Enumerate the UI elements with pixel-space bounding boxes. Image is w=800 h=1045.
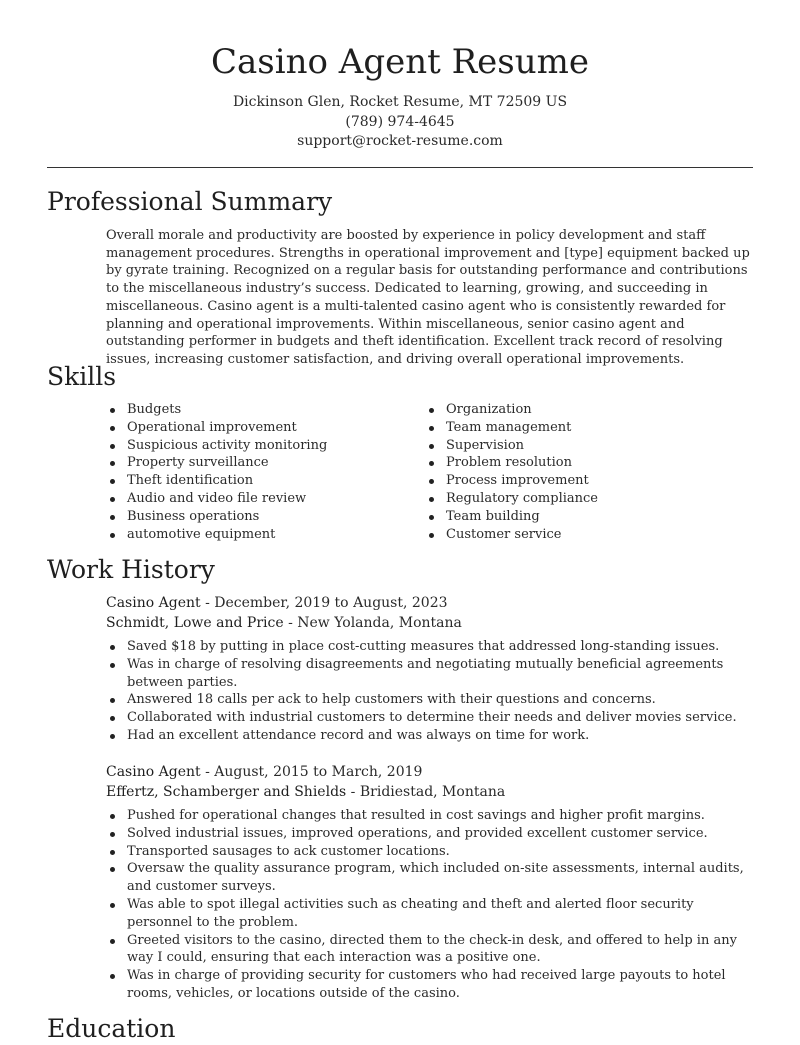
duty-item: Was in charge of providing security for customers who had received large payouts to hotel rooms, vehicles, or locations outside of the casino.	[106, 967, 756, 1003]
job-duties	[106, 807, 756, 1003]
job-location: Bridiestad, Montana	[359, 783, 506, 800]
skill-item: Process improvement	[425, 472, 744, 490]
skill-item: Theft identification	[106, 472, 425, 490]
job-company-line	[106, 614, 756, 634]
skill-item: Problem resolution	[425, 454, 744, 472]
contact-info	[0, 93, 800, 152]
duty-item: Transported sausages to ack customer locations.	[106, 843, 756, 861]
skills-list	[106, 401, 766, 543]
job-separator: -	[346, 783, 360, 800]
job-title-line	[106, 594, 756, 614]
job-duties	[106, 638, 756, 745]
job-company-line	[106, 783, 756, 803]
skills-heading: Skills	[47, 362, 117, 391]
resume-title: Casino Agent Resume	[210, 42, 590, 82]
job-separator: -	[283, 614, 298, 631]
skill-item: Team management	[425, 419, 744, 437]
job-title-line	[106, 763, 756, 783]
job-location: New Yolanda, Montana	[297, 614, 462, 631]
job-dates: December, 2019 to August, 2023	[214, 595, 448, 611]
job-title: Casino Agent	[106, 764, 201, 780]
work-history-heading: Work History	[47, 555, 215, 584]
duty-item: Solved industrial issues, improved operations, and provided excellent customer service.	[106, 825, 756, 843]
job-company: Schmidt, Lowe and Price	[106, 614, 284, 631]
skill-item: Organization	[425, 401, 744, 419]
duty-item: Was able to spot illegal activities such as cheating and theft and alerted floor security personnel to the problem.	[106, 896, 756, 932]
duty-item: Saved $18 by putting in place cost-cutting measures that addressed long-standing issues.	[106, 638, 756, 656]
duty-item: Greeted visitors to the casino, directed them to the check-in desk, and offered to help in any way I could, ensuring that each interaction was a positive one.	[106, 932, 756, 968]
skill-item: Supervision	[425, 437, 744, 455]
contact-phone: (789) 974-4645	[345, 113, 455, 130]
contact-email: support@rocket-resume.com	[297, 133, 503, 149]
job-entry	[106, 763, 756, 1003]
skills-column-right	[425, 401, 744, 543]
skill-item: Customer service	[425, 526, 744, 544]
skill-item: automotive equipment	[106, 526, 425, 544]
duty-item: Collaborated with industrial customers to determine their needs and deliver movies service.	[106, 709, 756, 727]
skill-item: Audio and video file review	[106, 490, 425, 508]
job-company: Effertz, Schamberger and Shields	[106, 783, 347, 800]
summary-text: Overall morale and productivity are boosted by experience in policy development and staff management procedures. Strengths in operational improvement and [type] equipment backed up by gyrate training. Recognized on a regular basis for outstanding performance and contributions to the miscellaneous industry’s success. Dedicated to learning, growing, and succeeding in miscellaneous. Casino agent is a multi-talented casino agent who is consistently rewarded for planning and operational improvements. Within miscellaneous, senior casino agent and outstanding performer in budgets and theft identification. Excellent track record of resolving issues, increasing customer satisfaction, and driving overall operational improvements.	[106, 228, 750, 367]
education-heading: Education	[47, 1014, 176, 1043]
duty-item: Answered 18 calls per ack to help customers with their questions and concerns.	[106, 691, 756, 709]
skill-item: Property surveillance	[106, 454, 425, 472]
skill-item: Budgets	[106, 401, 425, 419]
resume-header	[0, 40, 800, 152]
job-separator: -	[200, 595, 215, 611]
contact-address: Dickinson Glen, Rocket Resume, MT 72509 US	[232, 94, 568, 110]
skill-item: Operational improvement	[106, 419, 425, 437]
summary-heading: Professional Summary	[47, 187, 333, 216]
duty-item: Had an excellent attendance record and was always on time for work.	[106, 727, 756, 745]
skill-item: Business operations	[106, 508, 425, 526]
job-entry	[106, 594, 756, 745]
skill-item: Suspicious activity monitoring	[106, 437, 425, 455]
skills-column-left	[106, 401, 425, 543]
job-title: Casino Agent	[106, 595, 201, 611]
duty-item: Oversaw the quality assurance program, which included on-site assessments, internal audits, and customer surveys.	[106, 860, 756, 896]
skill-item: Team building	[425, 508, 744, 526]
duty-item: Was in charge of resolving disagreements and negotiating mutually beneficial agreements between parties.	[106, 656, 756, 692]
header-divider	[47, 167, 753, 168]
skill-item: Regulatory compliance	[425, 490, 744, 508]
job-dates: August, 2015 to March, 2019	[214, 764, 423, 780]
duty-item: Pushed for operational changes that resulted in cost savings and higher profit margins.	[106, 807, 756, 825]
job-separator: -	[200, 764, 215, 780]
